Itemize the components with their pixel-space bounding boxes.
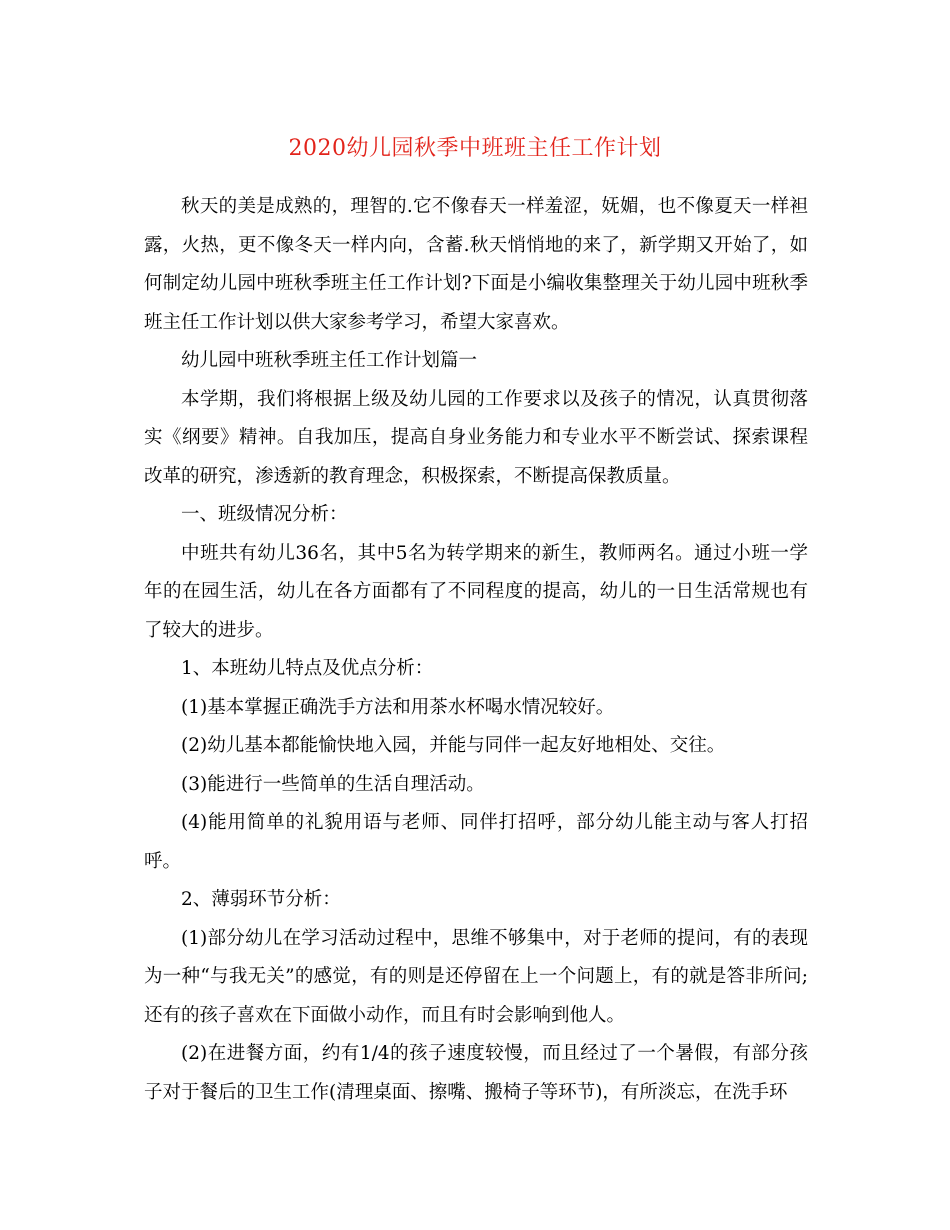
paragraph-strengths-heading: 1、本班幼儿特点及优点分析： bbox=[181, 658, 434, 679]
paragraph-section-heading: 幼儿园中班秋季班主任工作计划篇一 bbox=[181, 350, 478, 371]
document-body bbox=[144, 188, 808, 1112]
paragraph-strength-1: (1)基本掌握正确洗手方法和用茶水杯喝水情况较好。 bbox=[181, 696, 615, 718]
paragraph-class-overview: 中班共有幼儿36名，其中5名为转学期来的新生，教师两名。通过小班一学年的在园生活，幼儿在各方面都有了不同程度的提高，幼儿的一日生活常规也有了较大的进步。 bbox=[144, 542, 808, 641]
paragraph-strength-3: (3)能进行一些简单的生活自理活动。 bbox=[181, 773, 485, 795]
paragraph-intro: 秋天的美是成熟的，理智的.它不像春天一样羞涩，妩媚，也不像夏天一样袒露，火热，更不像冬天一样内向，含蓄.秋天悄悄地的来了，新学期又开始了，如何制定幼儿园中班秋季班主任工作计划?下面是小编收集整理关于幼儿园中班秋季班主任工作计划以供大家参考学习，希望大家喜欢。 bbox=[144, 196, 808, 333]
paragraph-semester-goal: 本学期，我们将根据上级及幼儿园的工作要求以及孩子的情况，认真贯彻落实《纲要》精神。自我加压，提高自身业务能力和专业水平不断尝试、探索课程改革的研究，渗透新的教育理念，积极探索，不断提高保教质量。 bbox=[144, 388, 808, 487]
paragraph-weakness-1: (1)部分幼儿在学习活动过程中，思维不够集中，对于老师的提问，有的表现为一种“与我无关”的感觉，有的则是还停留在上一个问题上，有的就是答非所问;还有的孩子喜欢在下面做小动作，而且有时会影响到他人。 bbox=[144, 927, 808, 1026]
paragraph-weakness-heading: 2、薄弱环节分析： bbox=[181, 889, 341, 910]
document-title: 2020幼儿园秋季中班班主任工作计划 bbox=[288, 136, 662, 161]
paragraph-class-analysis-heading: 一、班级情况分析： bbox=[181, 504, 348, 525]
paragraph-strength-4: (4)能用简单的礼貌用语与老师、同伴打招呼，部分幼儿能主动与客人打招呼。 bbox=[144, 812, 808, 872]
paragraph-strength-2: (2)幼儿基本都能愉快地入园，并能与同伴一起友好地相处、交往。 bbox=[181, 735, 726, 756]
paragraph-weakness-2: (2)在进餐方面，约有1/4的孩子速度较慢，而且经过了一个暑假，有部分孩子对于餐后的卫生工作(清理桌面、擦嘴、搬椅子等环节)，有所淡忘，在洗手环 bbox=[144, 1043, 808, 1103]
